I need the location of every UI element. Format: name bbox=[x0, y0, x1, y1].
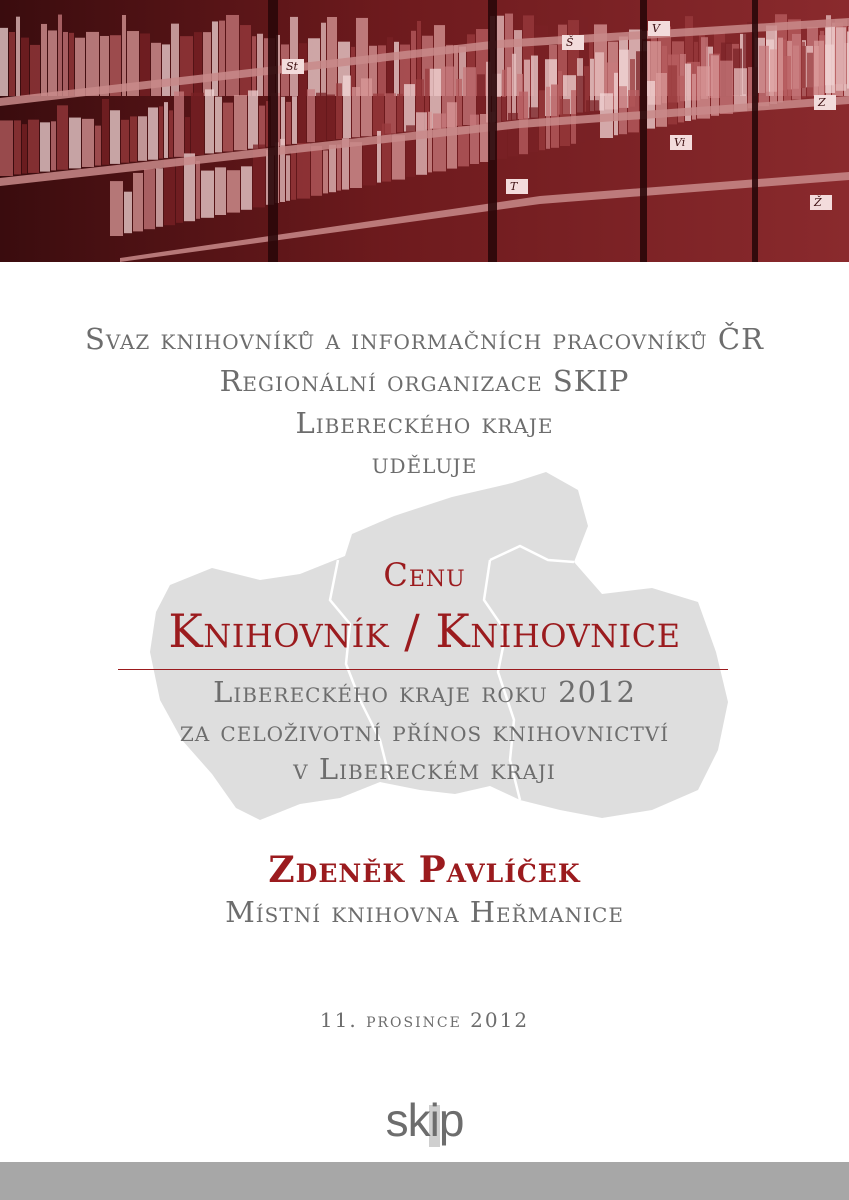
skip-logo: skip bbox=[385, 1094, 464, 1146]
title-divider bbox=[118, 669, 728, 670]
footer-bar bbox=[0, 1162, 849, 1200]
shelf-label: St bbox=[286, 60, 298, 73]
award-subtitle-1: Libereckého kraje roku 2012 bbox=[213, 675, 636, 709]
recipient-name: Zdeněk Pavlíček bbox=[268, 849, 581, 891]
award-prefix: Cenu bbox=[383, 556, 466, 594]
award-subtitle-2: za celoživotní přínos knihovnictví bbox=[179, 714, 670, 748]
award-date: 11. prosince 2012 bbox=[319, 1008, 530, 1032]
shelf-label: Ž bbox=[814, 196, 822, 209]
recipient-library: Místní knihovna Heřmanice bbox=[225, 895, 624, 929]
issuer-name: Svaz knihovníků a informačních pracovníků ČR bbox=[85, 322, 764, 356]
issuer-region: Libereckého kraje bbox=[295, 406, 554, 440]
shelf-label: Š bbox=[566, 36, 574, 49]
shelf-label: Z bbox=[818, 96, 826, 109]
shelf-label: Vi bbox=[674, 136, 686, 149]
award-subtitle-3: v Libereckém kraji bbox=[293, 752, 556, 786]
awards-verb: uděluje bbox=[371, 446, 478, 480]
award-title: Knihovník / Knihovnice bbox=[168, 604, 681, 658]
shelf-label: T bbox=[510, 180, 518, 193]
issuer-organization: Regionální organizace SKIP bbox=[219, 364, 630, 398]
shelf-label: V bbox=[652, 22, 660, 35]
